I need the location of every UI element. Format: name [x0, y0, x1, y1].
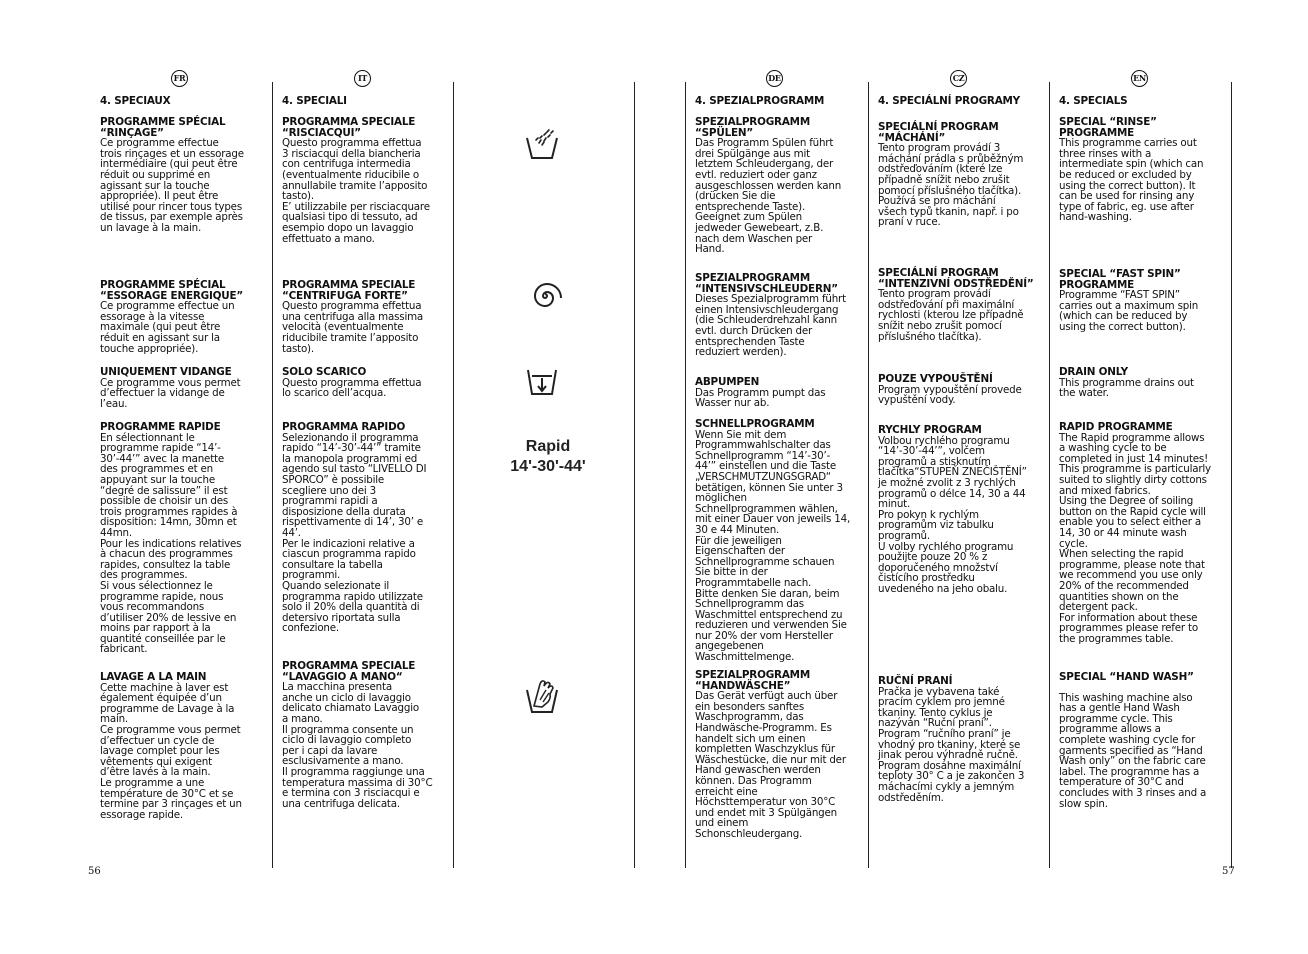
- spin-heading: SPEZIALPROGRAMM “INTENSIVSCHLEUDERN”: [695, 272, 838, 295]
- rinse-heading: SPECIAL “RINSE” PROGRAMME: [1059, 116, 1157, 139]
- spin-text: Programme “FAST SPIN” carries out a maximum spin (which can be reduced by using the correct button).: [1059, 289, 1199, 333]
- rinse-text: This programme carries out three rinses with a intermediate spin (which can be reduced or excluded by using the correct button). It can be used for rinsing any type of fabric, eg. use after hand-washing.: [1059, 137, 1204, 224]
- drain-heading: DRAIN ONLY: [1059, 366, 1128, 378]
- handwash-text: La macchina presenta anche un ciclo di lavaggio delicato chiamato Lavaggio a mano. Il programma consente un ciclo di lavaggio completo per i capi da lavare esclusivamente a mano. Il programma raggiunge una temperatura massima di 30°C e termina con 3 risciacqui e una centrifuga delicata.: [282, 681, 433, 810]
- rapid-text: The Rapid programme allows a washing cycle to be completed in just 14 minutes! This programme is particularly suited to slightly dirty cottons and mixed fabrics. Using the Degree of soiling button on the Rapid cycle will enable you to select either a 14, 30 or 44 minute wash cycle. When selecting the rapid programme, please note that we recommend you use only 20% of the recommended quantities shown on the detergent pack. For information about these programmes please refer to the programmes table.: [1059, 431, 1211, 645]
- shower-tub-icon: [524, 128, 558, 164]
- column-divider: [453, 82, 454, 868]
- handwash-heading: LAVAGE A LA MAIN: [100, 671, 207, 683]
- rapid-label: [480, 437, 616, 477]
- rapid-label-line2: 14'-30'-44': [510, 458, 586, 475]
- rinse-heading: SPECIÁLNÍ PROGRAM “MÁCHÁNÍ”: [878, 121, 999, 144]
- rapid-heading: RYCHLY PROGRAM: [878, 424, 982, 436]
- spin-heading: PROGRAMME SPÉCIAL “ESSORAGE ENERGIQUE”: [100, 279, 244, 302]
- rapid-label-line1: Rapid: [525, 438, 571, 455]
- rinse-heading: SPEZIALPROGRAMM “SPÜLEN”: [695, 116, 810, 139]
- spin-heading: PROGRAMMA SPECIALE “CENTRIFUGA FORTE”: [282, 279, 416, 302]
- spiral-icon: [528, 279, 562, 317]
- handwash-heading: SPEZIALPROGRAMM “HANDWÄSCHE”: [695, 669, 810, 692]
- handwash-text: This washing machine also has a gentle Hand Wash programme cycle. This programme allows a complete washing cycle for garments specified as “Hand Wash only” on the fabric care label. The programme has a temperature of 30°C and concludes with 3 rinses and a slow spin.: [1059, 691, 1207, 810]
- language-badge-cz: CZ: [950, 70, 967, 87]
- spin-heading: SPECIÁLNÍ PROGRAM “INTENZIVNÍ ODSTŘEDĚNÍ”: [878, 267, 1034, 290]
- rapid-heading: PROGRAMMA RAPIDO: [282, 421, 406, 433]
- rinse-heading: PROGRAMMA SPECIALE “RISCIACQUI”: [282, 116, 416, 139]
- rapid-text: En sélectionnant le programme rapide “14’- 30’-44’” avec la manette des programmes et en appuyant sur la touche “degré de salissure” il est possible de choisir un des trois programmes rapides à disposition: 14mn, 30mn et 44mn. Pour les indications relatives à chacun des programmes rapides, consultez la table des programmes. Si vous sélectionnez le programme rapide, nous vous recommandons d’utiliser 20% de lessive en moins par rapport à la quantité conseillée par le fabricant.: [100, 431, 242, 656]
- column-divider: [634, 82, 635, 868]
- handwash-text: Cette machine à laver est également équipée d’un programme de Lavage à la main. Ce programme vous permet d’effectuer un cycle de lavage complet pour les vêtements qui exigent d’être lavés à la main. Le programme a une température de 30°C et se termine par 3 rinçages et un essorage rapide.: [100, 681, 242, 821]
- rapid-heading: SCHNELLPROGRAMM: [695, 418, 815, 430]
- section-title: 4. SPECIÁLNÍ PROGRAMY: [878, 95, 1021, 107]
- rinse-text: Das Programm Spülen führt drei Spülgänge aus mit letztem Schleudergang, der evtl. reduziert oder ganz ausgeschlossen werden kann (drücken Sie die entsprechende Taste). Geeignet zum Spülen jedweder Gewebeart, z.B. nach dem Waschen per Hand.: [695, 137, 842, 256]
- handwash-heading: RUČNÍ PRANÍ: [878, 675, 953, 687]
- rinse-text: Tento program provádí 3 máchání prádla s průběžným odstřeďováním (které lze případně snížit nebo zrušit pomocí příslušného tlačítka). Používá se pro máchání všech typů tkanin, např. i po praní v ruce.: [878, 142, 1024, 229]
- tub-drain-arrow-icon: [526, 366, 558, 402]
- rinse-text: Ce programme effectue trois rinçages et un essorage intermédiaire (qui peut être réduit ou supprimé en agissant sur la touche appropriée). Il peut être utilisé pour rincer tous types de tissus, par exemple après un lavage à la main.: [100, 137, 244, 234]
- handwash-text: Das Gerät verfügt auch über ein besonders sanftes Waschprogramm, das Handwäsche-Programm. Es handelt sich um einen kompletten Waschzyklus für Wäschestücke, die nur mit der Hand gewaschen werden können. Das Programm erreicht eine Höchsttemperatur von 30°C und endet mit 3 Spülgängen und einem Schonschleudergang.: [695, 690, 846, 840]
- spin-text: Tento program provádí odstřeďování při maximální rychlosti (kterou lze případně snížit nebo zrušit pomocí příslušného tlačítka).: [878, 288, 1024, 343]
- rinse-heading: PROGRAMME SPÉCIAL “RINÇAGE”: [100, 116, 226, 139]
- drain-text: This programme drains out the water.: [1059, 376, 1194, 400]
- section-title: 4. SPECIAUX: [100, 95, 171, 107]
- page-number-right: 57: [1222, 866, 1235, 877]
- hand-in-tub-icon: [524, 676, 558, 718]
- rapid-text: Volbou rychlého programu “14’-30’-44’”, volčem programů a stisknutím tlačítka“STUPEŇ ZNEČIŠTĚNÍ” je možné zvolit z 3 rychlých programů o délce 14, 30 a 44 minut. Pro pokyn k rychlým programům viz tabulku programů. U volby rychlého programu použijte pouze 20 % z doporučeného množství čistícího prostředku uvedeného na jeho obalu.: [878, 434, 1027, 595]
- rapid-heading: RAPID PROGRAMME: [1059, 421, 1173, 433]
- drain-text: Das Programm pumpt das Wasser nur ab.: [695, 386, 826, 410]
- column-divider: [1049, 82, 1050, 868]
- section-title: 4. SPECIALS: [1059, 95, 1128, 107]
- column-divider: [685, 82, 686, 868]
- drain-text: Program vypouštění provede vypuštění vody.: [878, 383, 1022, 407]
- language-badge-de: DE: [766, 70, 783, 87]
- drain-heading: ABPUMPEN: [695, 376, 760, 388]
- section-title: 4. SPEZIALPROGRAMM: [695, 95, 825, 107]
- handwash-text: Pračka je vybavena také pracím cyklem pro jemné tkaniny. Tento cyklus je nazýván “Ruční praní”. Program “ručního praní” je vhodný pro tkaniny, které se jinak perou výhradně ručně. Program dosáhne maximální teploty 30° C a je zakončen 3 máchacími cykly a jemným odstředěním.: [878, 685, 1025, 804]
- language-badge-it: IT: [354, 70, 371, 87]
- spin-heading: SPECIAL “FAST SPIN” PROGRAMME: [1059, 268, 1181, 291]
- column-divider: [272, 82, 273, 868]
- drain-heading: POUZE VYPOUŠTĚNÍ: [878, 373, 993, 385]
- drain-text: Questo programma effettua lo scarico dell’acqua.: [282, 376, 422, 400]
- drain-heading: UNIQUEMENT VIDANGE: [100, 366, 232, 378]
- column-divider: [868, 82, 869, 868]
- drain-heading: SOLO SCARICO: [282, 366, 367, 378]
- handwash-heading: PROGRAMMA SPECIALE “LAVAGGIO A MANO“: [282, 660, 416, 683]
- spin-text: Questo programma effettua una centrifuga alla massima velocità (eventualmente riducibile tramite l’apposito tasto).: [282, 300, 424, 355]
- rapid-text: Wenn Sie mit dem Programmwahlschalter das Schnellprogramm “14’-30’- 44’” einstellen und die Taste „VERSCHMUTZUNGSGRAD“ betätigen, können Sie unter 3 möglichen Schnellprogrammen wählen, mit einer Dauer von jeweils 14, 30 e 44 Minuten. Für die jeweiligen Eigenschaften der Schnellprogramme schauen Sie bitte in der Programmtabelle nach. Bitte denken Sie daran, beim Schnellprogramm das Waschmittel entsprechend zu reduzieren und verwenden Sie nur 20% der vom Hersteller angegebenen Waschmittelmenge.: [695, 428, 851, 664]
- page-number-left: 56: [88, 866, 101, 877]
- language-badge-en: EN: [1131, 70, 1148, 87]
- rinse-text: Questo programma effettua 3 risciacqui della biancheria con centrifuga intermedia (eventualmente riducibile o annullabile tramite l’apposito tasto). E’ utilizzabile per risciacquare qualsiasi tipo di tessuto, ad esempio dopo un lavaggio effettuato a mano.: [282, 137, 430, 245]
- handwash-heading: SPECIAL “HAND WASH”: [1059, 671, 1194, 683]
- spin-text: Dieses Spezialprogramm führt einen Intensivschleudergang (die Schleuderdrehzahl kann evtl. durch Drücken der entsprechenden Taste reduziert werden).: [695, 293, 846, 359]
- section-title: 4. SPECIALI: [282, 95, 347, 107]
- rapid-heading: PROGRAMME RAPIDE: [100, 421, 221, 433]
- language-badge-fr: FR: [171, 70, 188, 87]
- spin-text: Ce programme effectue un essorage à la vitesse maximale (qui peut être réduit en agissant sur la touche appropriée).: [100, 300, 235, 355]
- rapid-text: Selezionando il programma rapido “14’-30’-44’” tramite la manopola programmi ed agendo sul tasto “LIVELLO DI SPORCO” è possibile scegliere uno dei 3 programmi rapidi a disposizione della durata rispettivamente di 14’, 30’ e 44’. Per le indicazioni relative a ciascun programma rapido consultare la tabella programmi. Quando selezionate il programma rapido utilizzate solo il 20% della quantità di detersivo riportata sulla confezione.: [282, 431, 427, 635]
- column-divider: [1231, 82, 1232, 868]
- drain-text: Ce programme vous permet d’effectuer la vidange de l’eau.: [100, 376, 241, 410]
